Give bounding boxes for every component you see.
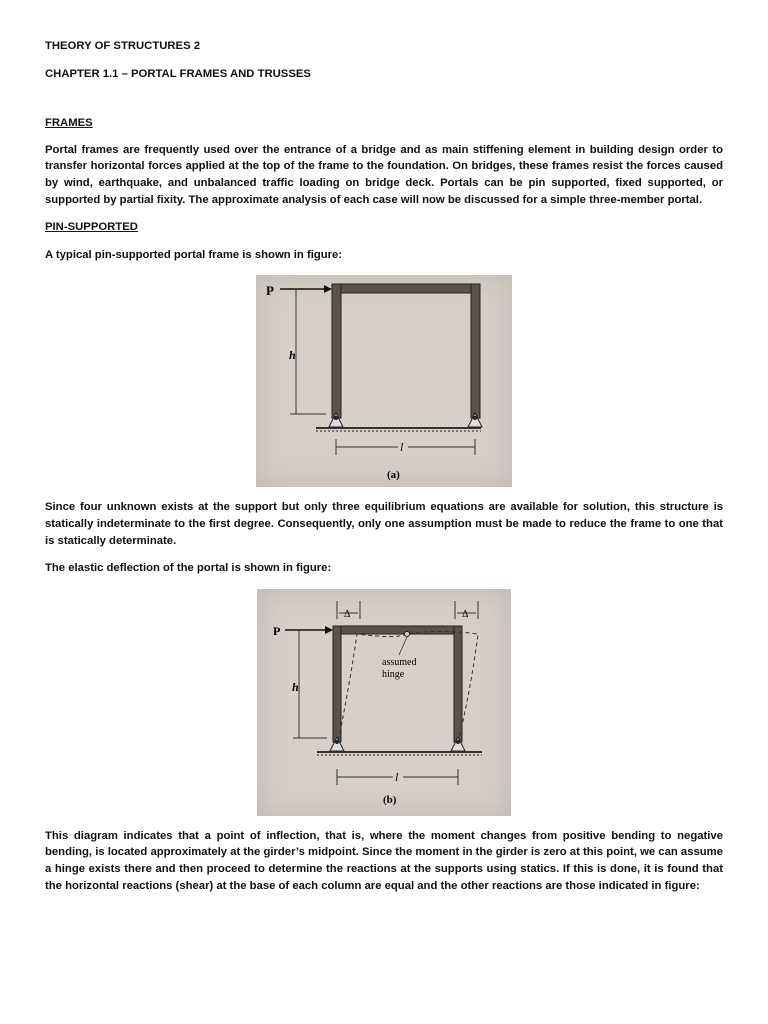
- length-label: l: [395, 769, 399, 784]
- pin-intro-text: A typical pin-supported portal frame is shown in figure:: [45, 248, 343, 261]
- left-column: [333, 626, 341, 742]
- course-title: THEORY OF STRUCTURES 2: [45, 40, 201, 52]
- right-pin-icon: [456, 740, 460, 744]
- left-pin-icon: [334, 416, 338, 420]
- frames-heading: FRAMES: [45, 117, 93, 130]
- hinge-leader-line: [399, 637, 407, 655]
- figure-b-drawing: [257, 589, 511, 816]
- frames-paragraph: Portal frames are frequently used over the entrance of a bridge and as main stiffening element in building design order to transfer horizontal forces applied at the top of the frame to the foundation. On bridges, these frames resist the forces caused by wind, earthquake, and unbalanced traffic loading on bridge deck. Portals can be pin supported, fixed supported, or supported by partial fixity. The approximate analysis of each case will now be discussed for a simple three-member portal.: [45, 143, 723, 206]
- figure-a: [256, 275, 512, 487]
- girder: [332, 284, 480, 293]
- load-arrow-head-icon: [324, 285, 332, 293]
- figure-b-caption: (b): [383, 793, 397, 806]
- figure-b: [257, 589, 511, 816]
- load-arrow-head-icon: [325, 626, 333, 634]
- left-column: [332, 284, 341, 418]
- figure-a-caption: (a): [387, 469, 400, 482]
- right-pin-icon: [473, 416, 477, 420]
- chapter-title: CHAPTER 1.1 – PORTAL FRAMES AND TRUSSES: [45, 67, 311, 80]
- hinge-label-1: assumed: [382, 656, 417, 668]
- height-label: h: [292, 679, 299, 694]
- assumed-hinge-icon: [405, 631, 410, 636]
- hinge-label-2: hinge: [382, 668, 405, 680]
- inflection-paragraph: This diagram indicates that a point of inflection, that is, where the moment changes from positive bending to negative bending, is located approximately at the girder’s midpoint. Since the moment in the girder is zero at this point, we can assume a hinge exists there and then proceed to determine the reactions at the supports using statics. If this is done, it is found that the horizontal reactions (shear) at the base of each column are equal and the other reactions are those indicated in figure:: [45, 829, 723, 892]
- height-label: h: [289, 348, 296, 363]
- right-column: [454, 626, 462, 742]
- delta-left-label: Δ: [344, 608, 351, 620]
- girder: [333, 626, 462, 634]
- pin-supported-heading: PIN-SUPPORTED: [45, 221, 138, 234]
- deflection-intro-text: The elastic deflection of the portal is shown in figure:: [45, 562, 332, 575]
- indeterminate-paragraph: Since four unknown exists at the support but only three equilibrium equations are available for solution, this structure is statically indeterminate to the first degree. Consequently, only one assumption must be made to reduce the frame to one that is statically determinate.: [45, 501, 723, 547]
- document-page: [45, 38, 723, 894]
- load-label: P: [273, 623, 281, 638]
- right-column: [471, 284, 480, 418]
- figure-a-drawing: [256, 275, 512, 487]
- load-label: P: [266, 283, 274, 299]
- left-pin-icon: [335, 740, 339, 744]
- length-label: l: [400, 440, 404, 455]
- delta-right-label: Δ: [462, 608, 469, 620]
